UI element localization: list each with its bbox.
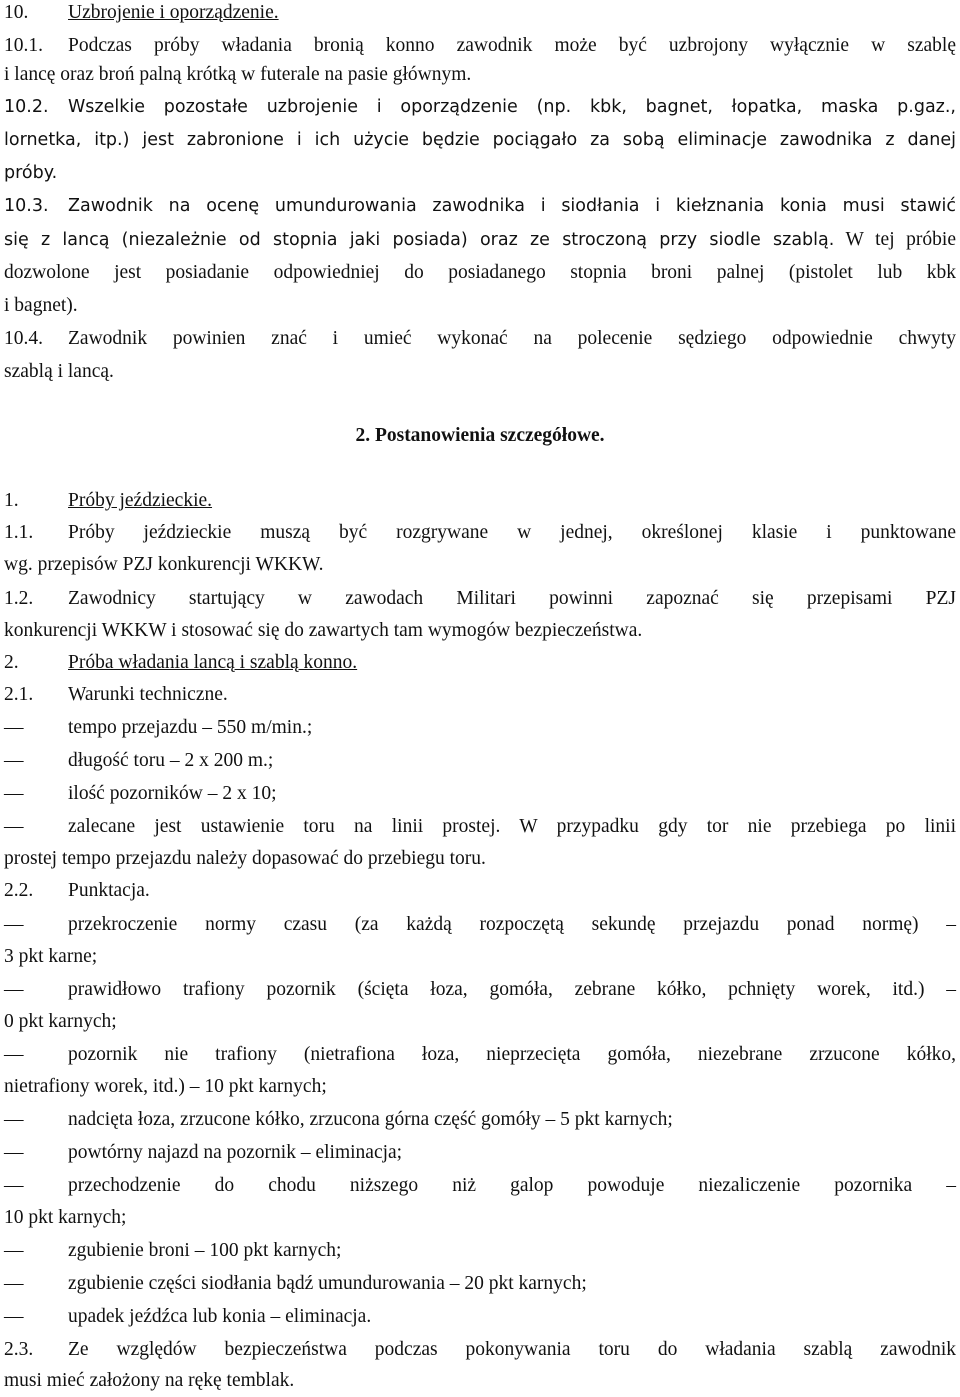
bullet-item (4, 1234, 956, 1267)
chapter-heading (0, 419, 960, 452)
section-title: Uzbrojenie i oporządzenie. (68, 2, 279, 23)
bullet-item (4, 1300, 956, 1333)
dash-bullet: — (4, 1306, 24, 1327)
paragraph-text: Wszelkie pozostałe uzbrojenie i oporządzenie (np. kbk, bagnet, łopatka, maska p.gaz., (68, 97, 956, 117)
bullet-text: długość toru – 2 x 200 m.; (68, 750, 274, 771)
para-10-1-line-2 (4, 58, 956, 91)
bullet-continuation (4, 842, 956, 875)
heading-text: 2. Postanowienia szczegółowe. (355, 425, 605, 446)
item-number: 10. (4, 2, 29, 23)
item-number: 2.1. (4, 684, 34, 705)
dash-bullet: — (4, 1273, 24, 1294)
bullet-text: powtórny najazd na pozornik – eliminacja; (68, 1142, 403, 1163)
para-10-3-line-3 (4, 256, 956, 289)
bullet-text: 3 pkt karne; (4, 946, 98, 967)
bullet-text: prawidłowo trafiony pozornik (ścięta łoza, gomóła, zebrane kółko, pchnięty worek, itd.) – (68, 979, 956, 1000)
bullet-text: zgubienie części siodłania bądź umundurowania – 20 pkt karnych; (68, 1273, 587, 1294)
section-1-title (4, 484, 956, 517)
bullet-item (4, 973, 956, 1006)
item-number: 2.3. (4, 1339, 34, 1360)
bullet-item (4, 908, 956, 941)
bullet-text: upadek jeźdźca lub konia – eliminacja. (68, 1306, 372, 1327)
dash-bullet: — (4, 717, 24, 738)
dash-bullet: — (4, 783, 24, 804)
item-number: 10.4. (4, 328, 43, 349)
para-10-2-line-2 (4, 124, 956, 157)
bullet-text: 10 pkt karnych; (4, 1207, 127, 1228)
bullet-item (4, 1136, 956, 1169)
para-1-2-line-2 (4, 614, 956, 647)
bullet-item (4, 744, 956, 777)
bullet-text: zalecane jest ustawienie toru na linii prostej. W przypadku gdy tor nie przebiega po linii (68, 816, 956, 837)
paragraph-text: musi mieć założony na rękę temblak. (4, 1370, 295, 1391)
bullet-continuation (4, 1005, 956, 1038)
bullet-text: 0 pkt karnych; (4, 1011, 117, 1032)
bullet-item (4, 711, 956, 744)
paragraph-text: Próby jeździeckie muszą być rozgrywane w jednej, określonej klasie i punktowane (68, 522, 956, 543)
section-2-title (4, 646, 956, 679)
bullet-text: prostej tempo przejazdu należy dopasować do przebiegu toru. (4, 848, 486, 869)
bullet-text: pozornik nie trafiony (nietrafiona łoza, nieprzecięta gomóła, niezebrane zrzucone kółko, (68, 1044, 956, 1065)
para-10-3-line-2 (4, 223, 956, 256)
bullet-item (4, 1103, 956, 1136)
para-10-2-line-1 (4, 91, 956, 124)
dash-bullet: — (4, 1142, 24, 1163)
para-2-3-line-2 (4, 1364, 956, 1397)
item-number: 10.2. (4, 97, 49, 117)
paragraph-text: lornetka, itp.) jest zabronione i ich użycie będzie pociągało za sobą eliminacje zawodnika z danej (4, 130, 956, 150)
paragraph-text: Zawodnik na ocenę umundurowania zawodnika i siodłania i kiełznania konia musi stawić (68, 196, 956, 216)
item-number: 10.3. (4, 196, 49, 216)
para-10-4-line-2 (4, 355, 956, 388)
paragraph-text: dozwolone jest posiadanie odpowiedniej do posiadanego stopnia broni palnej (pistolet lub kbk (4, 262, 956, 283)
subsection-2-1-title (4, 678, 956, 711)
bullet-item (4, 1267, 956, 1300)
item-number: 1.1. (4, 522, 34, 543)
dash-bullet: — (4, 1175, 24, 1196)
dash-bullet: — (4, 750, 24, 771)
subsection-2-2-title (4, 874, 956, 907)
bullet-continuation (4, 1201, 956, 1234)
para-10-4-line-1 (4, 322, 956, 355)
paragraph-text: Ze względów bezpieczeństwa podczas pokonywania toru do władania szablą zawodnik (68, 1339, 956, 1360)
paragraph-text: próby. (4, 163, 58, 183)
paragraph-text: W tej próbie (845, 229, 957, 250)
paragraph-text: konkurencji WKKW i stosować się do zawartych tam wymogów bezpieczeństwa. (4, 620, 643, 641)
dash-bullet: — (4, 979, 24, 1000)
para-10-3-line-4 (4, 289, 956, 322)
bullet-text: nadcięta łoza, zrzucone kółko, zrzucona górna część gomóły – 5 pkt karnych; (68, 1109, 673, 1130)
item-number: 2.2. (4, 880, 34, 901)
item-number: 10.1. (4, 35, 43, 56)
item-number: 1. (4, 490, 19, 511)
para-10-2-line-3 (4, 157, 956, 190)
section-title: Próby jeździeckie. (68, 490, 213, 511)
bullet-continuation (4, 940, 956, 973)
subsection-title: Punktacja. (68, 880, 150, 901)
para-1-2-line-1 (4, 582, 956, 615)
bullet-item (4, 777, 956, 810)
bullet-text: zgubienie broni – 100 pkt karnych; (68, 1240, 342, 1261)
dash-bullet: — (4, 1044, 24, 1065)
item-number: 1.2. (4, 588, 34, 609)
paragraph-text: Zawodnicy startujący w zawodach Militari powinni zapoznać się przepisami PZJ (68, 588, 956, 609)
paragraph-text: się z lancą (niezależnie od stopnia jaki posiada) oraz ze stroczoną przy siodle szablą. (4, 230, 835, 250)
para-10-3-line-1 (4, 190, 956, 223)
paragraph-text: i bagnet). (4, 295, 78, 316)
dash-bullet: — (4, 1240, 24, 1261)
para-2-3-line-1 (4, 1333, 956, 1366)
bullet-item (4, 810, 956, 843)
section-title: Próba władania lancą i szablą konno. (68, 652, 358, 673)
item-number: 2. (4, 652, 19, 673)
bullet-text: tempo przejazdu – 550 m/min.; (68, 717, 313, 738)
paragraph-text: i lancę oraz broń palną krótką w futerale na pasie głównym. (4, 64, 472, 85)
bullet-text: nietrafiony worek, itd.) – 10 pkt karnych; (4, 1076, 327, 1097)
bullet-item (4, 1038, 956, 1071)
paragraph-text: Zawodnik powinien znać i umieć wykonać na polecenie sędziego odpowiednie chwyty (68, 328, 956, 349)
paragraph-text: Podczas próby władania bronią konno zawodnik może być uzbrojony wyłącznie w szablę (68, 35, 956, 56)
para-1-1-line-1 (4, 516, 956, 549)
bullet-continuation (4, 1070, 956, 1103)
bullet-item (4, 1169, 956, 1202)
bullet-text: przechodzenie do chodu niższego niż galop powoduje niezaliczenie pozornika – (68, 1175, 956, 1196)
dash-bullet: — (4, 1109, 24, 1130)
para-1-1-line-2 (4, 548, 956, 581)
paragraph-text: wg. przepisów PZJ konkurencji WKKW. (4, 554, 324, 575)
section-10-title (4, 0, 956, 29)
dash-bullet: — (4, 914, 24, 935)
dash-bullet: — (4, 816, 24, 837)
subsection-title: Warunki techniczne. (68, 684, 228, 705)
paragraph-text: szablą i lancą. (4, 361, 114, 382)
bullet-text: przekroczenie normy czasu (za każdą rozpoczętą sekundę przejazdu ponad normę) – (68, 914, 956, 935)
bullet-text: ilość pozorników – 2 x 10; (68, 783, 277, 804)
